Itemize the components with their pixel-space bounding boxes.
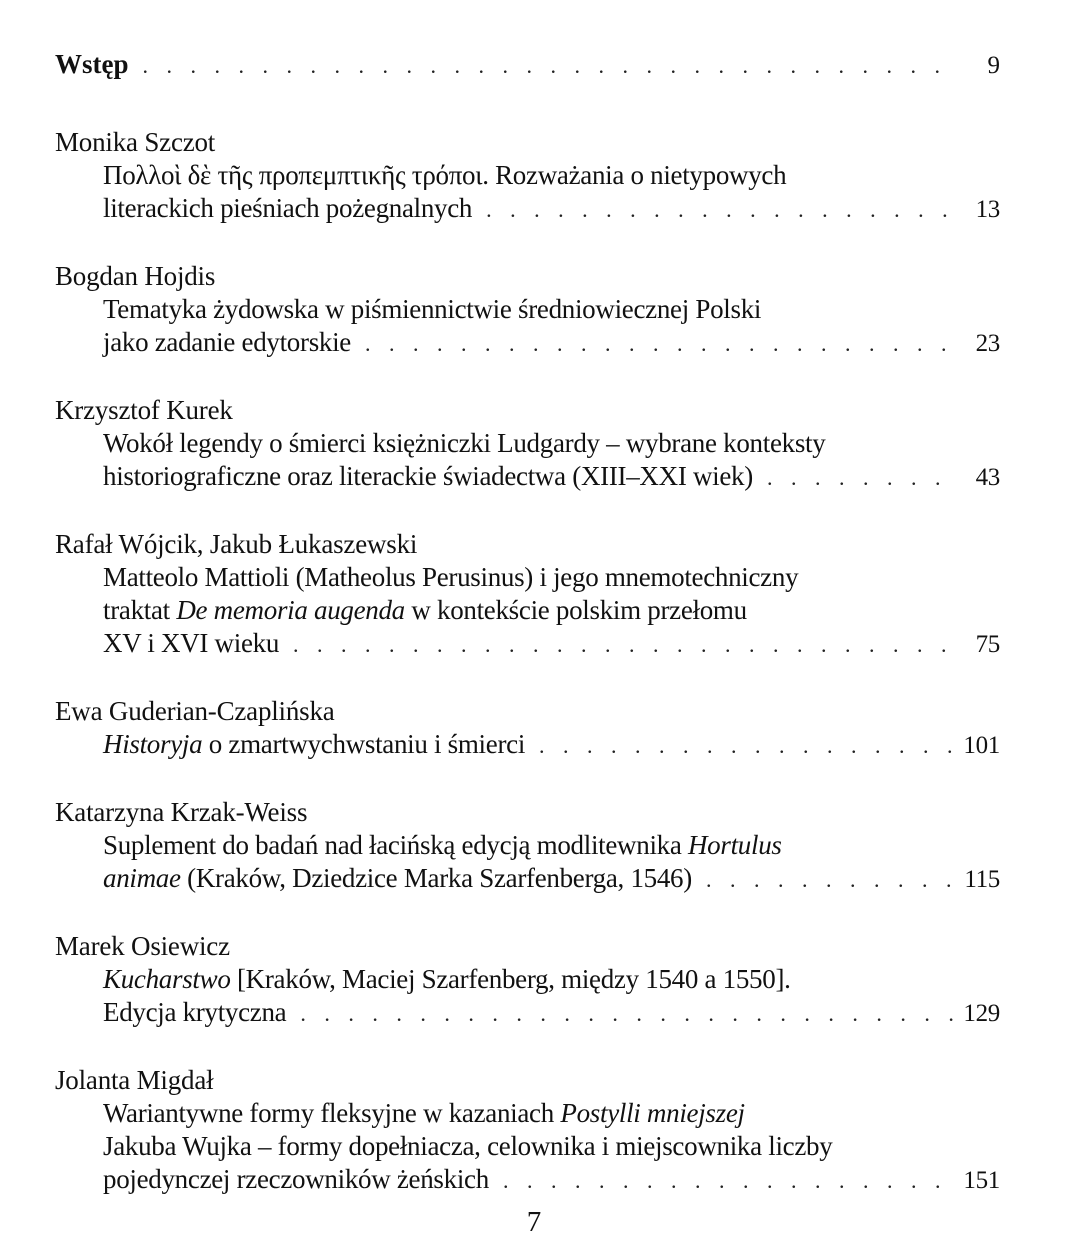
chapter-title xyxy=(55,293,1000,360)
dot-leader xyxy=(486,193,954,226)
toc-intro-line xyxy=(55,48,1000,82)
dot-leader xyxy=(143,49,955,82)
dot-leader xyxy=(539,729,953,762)
title-text xyxy=(103,1098,745,1128)
intro-label: Wstęp xyxy=(55,49,129,79)
title-line xyxy=(103,192,1000,226)
title-line xyxy=(103,862,1000,896)
title-text xyxy=(103,1163,489,1196)
title-line xyxy=(103,159,1000,192)
toc-entry xyxy=(55,528,1000,661)
dot-leader xyxy=(293,628,954,661)
title-text xyxy=(103,728,525,761)
title-segment: Jakuba Wujka – formy dopełniacza, celownika i miejscownika liczby xyxy=(103,1131,833,1161)
toc-entry xyxy=(55,695,1000,762)
page-number: 75 xyxy=(975,631,1000,658)
title-text xyxy=(103,192,472,225)
title-line xyxy=(103,460,1000,494)
title-line xyxy=(103,1130,1000,1163)
title-line xyxy=(103,326,1000,360)
title-segment: jako zadanie edytorskie xyxy=(103,327,351,357)
page-number: 13 xyxy=(975,196,1000,223)
author-name: Katarzyna Krzak-Weiss xyxy=(55,797,308,827)
dot-leader xyxy=(767,461,954,494)
author-name: Monika Szczot xyxy=(55,127,216,157)
page-number: 101 xyxy=(963,732,1000,759)
italic-title-segment: Historyja xyxy=(103,729,203,759)
page-number: 9 xyxy=(987,52,1000,79)
title-text xyxy=(103,1131,832,1161)
italic-title-segment: animae xyxy=(103,863,181,893)
title-line xyxy=(103,963,1000,996)
toc-entry xyxy=(55,126,1000,226)
chapter-title xyxy=(55,728,1000,762)
title-segment: w kontekście polskim przełomu xyxy=(404,595,747,625)
title-segment: traktat xyxy=(103,595,177,625)
toc-entry xyxy=(55,394,1000,494)
title-text xyxy=(103,964,791,994)
dot-leader xyxy=(503,1164,953,1197)
title-line xyxy=(103,427,1000,460)
toc-entries xyxy=(55,126,1000,1197)
italic-title-segment: Hortulus xyxy=(687,830,782,860)
page-number: 115 xyxy=(964,866,1000,893)
title-segment: Matteolo Mattioli (Matheolus Perusinus) i jego mnemotechniczny xyxy=(103,562,799,592)
page-number: 43 xyxy=(975,464,1000,491)
page-number: 23 xyxy=(975,330,1000,357)
author-name: Jolanta Migdał xyxy=(55,1065,214,1095)
chapter-title xyxy=(55,829,1000,896)
title-segment: Wariantywne formy fleksyjne w kazaniach xyxy=(103,1098,561,1128)
title-line xyxy=(103,996,1000,1030)
title-segment: Edycja krytyczna xyxy=(103,997,287,1027)
dot-leader xyxy=(706,863,954,896)
folio-number: 7 xyxy=(526,1206,542,1238)
page-number: 129 xyxy=(963,1000,1000,1027)
title-line xyxy=(103,627,1000,661)
title-text xyxy=(103,862,692,895)
dot-leader xyxy=(300,997,953,1030)
author-name: Bogdan Hojdis xyxy=(55,261,216,291)
title-text xyxy=(103,627,279,660)
title-text xyxy=(103,294,761,324)
title-segment: Tematyka żydowska w piśmiennictwie średniowiecznej Polski xyxy=(103,294,762,324)
title-text xyxy=(103,160,786,190)
title-text xyxy=(103,996,286,1029)
title-text xyxy=(103,830,782,860)
toc-entry xyxy=(55,1064,1000,1197)
italic-title-segment: De memoria augenda xyxy=(176,595,405,625)
italic-title-segment: Postylli mniejszej xyxy=(560,1098,745,1128)
title-segment: literackich pieśniach pożegnalnych xyxy=(103,193,473,223)
chapter-title xyxy=(55,427,1000,494)
title-segment: pojedynczej rzeczowników żeńskich xyxy=(103,1164,489,1194)
chapter-title xyxy=(55,561,1000,661)
title-segment: o zmartwychwstaniu i śmierci xyxy=(202,729,526,759)
title-segment: (Kraków, Dziedzice Marka Szarfenberga, 1546) xyxy=(180,863,692,893)
chapter-title xyxy=(55,159,1000,226)
page-number: 151 xyxy=(963,1167,1000,1194)
title-text xyxy=(103,428,825,458)
chapter-title xyxy=(55,1097,1000,1197)
title-text xyxy=(103,562,798,592)
table-of-contents xyxy=(55,48,1000,1231)
toc-entry xyxy=(55,260,1000,360)
author-name: Marek Osiewicz xyxy=(55,931,230,961)
title-text xyxy=(103,326,351,359)
title-segment: [Kraków, Maciej Szarfenberg, między 1540 a 1550]. xyxy=(230,964,791,994)
title-segment: Wokół legendy o śmierci księżniczki Ludgardy – wybrane konteksty xyxy=(103,428,826,458)
title-line xyxy=(103,293,1000,326)
author-name: Rafał Wójcik, Jakub Łukaszewski xyxy=(55,529,418,559)
title-text xyxy=(103,595,747,625)
title-segment: historiograficzne oraz literackie świadectwa (XIII–XXI wiek) xyxy=(103,461,753,491)
title-segment: XV i XVI wieku xyxy=(103,628,280,658)
toc-entry xyxy=(55,930,1000,1030)
title-segment: Suplement do badań nad łacińską edycją modlitewnika xyxy=(103,830,688,860)
title-line xyxy=(103,561,1000,594)
toc-entry-intro xyxy=(55,48,1000,82)
toc-entry xyxy=(55,796,1000,896)
title-line xyxy=(103,1163,1000,1197)
title-line xyxy=(103,829,1000,862)
chapter-title xyxy=(55,963,1000,1030)
title-line xyxy=(103,594,1000,627)
italic-title-segment: Kucharstwo xyxy=(103,964,231,994)
author-name: Krzysztof Kurek xyxy=(55,395,233,425)
title-text xyxy=(103,460,753,493)
title-line xyxy=(103,728,1000,762)
title-line xyxy=(103,1097,1000,1130)
title-segment: Πολλοὶ δὲ τῆς προπεμπτικῆς τρόποι. Rozważania o nietypowych xyxy=(103,160,787,190)
author-name: Ewa Guderian-Czaplińska xyxy=(55,696,335,726)
dot-leader xyxy=(365,327,954,360)
